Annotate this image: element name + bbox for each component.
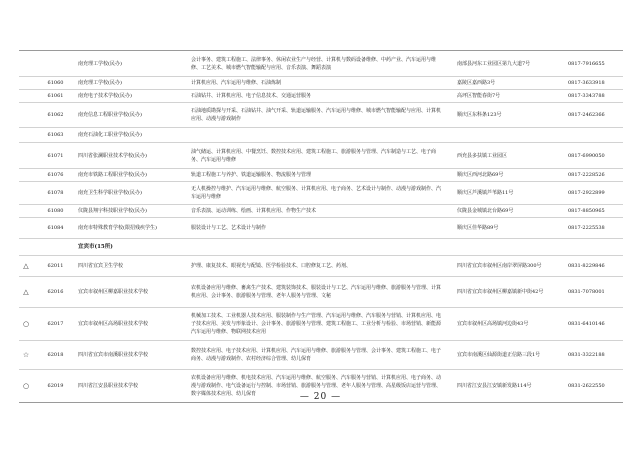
- city-heading: 宜宾市(15所): [78, 244, 113, 250]
- level-mark: ☆: [22, 351, 30, 359]
- table-row: [19, 205, 623, 218]
- school-name: 四川省宜宾卫生学校: [78, 263, 124, 269]
- school-code: 61063: [47, 132, 64, 138]
- table-row: [19, 143, 623, 169]
- level-mark: △: [23, 262, 29, 270]
- school-code: 62018: [47, 352, 64, 358]
- school-address: 顺庆区芦溪镇芦苇路11号: [457, 190, 514, 196]
- school-phone: 0817-2462366: [568, 112, 605, 118]
- school-phone: 0817-2228526: [568, 172, 605, 178]
- school-code: 62011: [47, 263, 64, 269]
- school-phone: 0817-6990050: [568, 152, 605, 159]
- school-phone: 0817-2922899: [568, 190, 605, 196]
- majors-list: 轨道工程施工与养护、铁道运输服务、物流服务与管理: [191, 172, 312, 178]
- majors-list: 音乐表演、运动训练、绘画、计算机应用、作物生产技术: [191, 208, 317, 214]
- majors-list: 无人机操控与维护、汽车运用与维修、航空服务、计算机应用、电子商务、艺术设计与制作、动漫与游戏制作、汽车运用与维修: [191, 186, 442, 200]
- school-phone: 0817-3343788: [568, 93, 605, 99]
- majors-list: 护理、康复技术、眼视光与配镜、医学检验技术、口腔修复工艺、药剂、: [191, 263, 352, 269]
- school-address: 四川省江安县江安镇新发路114号: [457, 383, 532, 389]
- school-code: 61060: [47, 80, 64, 86]
- school-name: 四川省江安县职业技术学校: [78, 383, 139, 389]
- city-heading-row: [19, 239, 623, 256]
- majors-list: 会计事务、建筑工程施工、法律事务、休闲农业生产与经营、计算机与数码设备维修、中药产业、汽车运用与维修、工艺美术、城市燃气智能输配与应用、音乐表演、舞蹈表演: [191, 56, 437, 71]
- school-phone: 0817-3633918: [568, 80, 605, 86]
- school-name: 南充信息工程职业学校(民办): [78, 112, 142, 118]
- school-phone: 0831-3322188: [568, 352, 605, 358]
- school-phone: 0817-2225538: [568, 225, 605, 231]
- school-code: 61080: [47, 208, 64, 214]
- school-address: 宜宾市叙州区高场镇河边街43号: [457, 321, 529, 327]
- school-phone: 0817-8850965: [568, 208, 605, 214]
- school-code: 61061: [47, 93, 64, 99]
- school-address: 宜宾市南溪区仙源街道正信路三段1号: [457, 352, 541, 358]
- school-name: 南充理工学校(民办): [78, 60, 122, 67]
- table-row: [19, 182, 623, 205]
- school-code: 61084: [47, 225, 64, 231]
- school-code: 62016: [47, 289, 64, 295]
- school-address: 顺庆区佳华路89号: [457, 225, 499, 231]
- school-name: 南充市特殊教育学校(限招残疾学生): [78, 225, 157, 231]
- school-name: 宜宾市叙州区高场职业技术学校: [78, 321, 149, 327]
- table-row: [19, 128, 623, 143]
- table-row: [19, 341, 623, 370]
- school-address: 高坪区智能春街7号: [457, 93, 501, 99]
- school-phone: 0817-7916655: [568, 60, 605, 67]
- majors-list: 数控技术应用、电子技术应用、计算机应用、汽车运用与维修、旅游服务与管理、会计事务、建筑工程施工、电子商务、动漫与游戏制作、农村经济综合管理、幼儿保育: [191, 348, 442, 362]
- school-address: 仪陇县金城镇北台路69号: [457, 208, 514, 214]
- school-name: 仪陇县翔宇科技职业学校(民办): [78, 208, 147, 214]
- school-name: 南充卫生科学职业学校(民办): [78, 190, 142, 196]
- school-code: 62019: [47, 383, 64, 389]
- school-code: 61062: [47, 112, 64, 118]
- table-row: [19, 103, 623, 128]
- majors-list: 机械加工技术、工业机器人技术应用、服装制作与生产管理、汽车运用与维修、汽车服务与营销、计算机应用、电子技术应用、美发与形象设计、会计事务、旅游服务与管理、建筑工程施工、工业分析与检验、市场营销、新能源汽车运用与维修、物联网技术应用: [191, 313, 442, 335]
- school-phone: 0831-2622550: [568, 383, 605, 389]
- page-number: — 20 —: [299, 392, 342, 402]
- majors-list: 石油钻井、计算机应用、电子信息技术、交通运营服务: [191, 93, 312, 99]
- table-row: [19, 169, 623, 182]
- school-phone: 0831-7078001: [568, 289, 605, 295]
- majors-list: 农机设备应用与维修、机电技术应用、汽车运用与维修、航空服务、汽车服务与营销、计算机应用、电子商务、动漫与游戏制作、电气设备运行与控制、市场营销、旅游服务与管理、老年人服务与管理、高星级饭店运营与管理、数字媒体技术应用、幼儿保育: [191, 375, 442, 397]
- school-address: 嘉陵区嘉西路3号: [457, 80, 496, 86]
- school-table: [19, 50, 623, 403]
- school-phone: 0831-6410146: [568, 321, 605, 327]
- school-name: 宜宾市叙州区柳嘉职业技术学校: [78, 289, 149, 295]
- school-name: 南充理工学校(民办): [78, 80, 122, 86]
- level-mark: ○: [22, 382, 30, 390]
- majors-list: 农机设备应用与维修、畜禽生产技术、建筑装饰技术、服装设计与工艺、汽车运用与维修、旅游服务与管理、计算机应用、会计事务、旅游服务与管理、老年人服务与管理、文秘: [191, 285, 442, 299]
- school-address: 南部县河东工业园区第九大道7号: [457, 60, 531, 67]
- school-address: 顺庆区西河北路69号: [457, 172, 504, 178]
- level-mark: ○: [22, 320, 30, 328]
- majors-list: 计算机应用、汽车运用与维修、石油炼制: [191, 80, 282, 86]
- school-code: 61076: [47, 172, 64, 178]
- school-address: 四川省宜宾市叙州区柳嘉镇新中街42号: [457, 289, 544, 295]
- table-row: [19, 77, 623, 90]
- table-row: [19, 51, 623, 77]
- school-name: 四川省张澜职业技术学校(民办): [78, 152, 147, 159]
- majors-list: 油气储运、计算机应用、中餐烹饪、数控技术应用、建筑工程施工、旅游服务与管理、汽车制造与工艺、电子商务、汽车运用与维修: [191, 148, 437, 163]
- table-row: [19, 218, 623, 239]
- school-name: 南充电子技术学校(民办): [78, 93, 132, 99]
- majors-list: 服装设计与工艺、艺术设计与制作: [191, 225, 267, 231]
- school-code: 61071: [47, 152, 64, 159]
- level-mark: △: [23, 288, 29, 296]
- table-row: [19, 308, 623, 341]
- table-row: [19, 90, 623, 103]
- school-code: 61078: [47, 190, 64, 196]
- school-address: 顺庆区东科条123号: [457, 112, 502, 118]
- school-address: 西充县多扶镇工业园区: [457, 152, 508, 159]
- school-address: 四川省宜宾市叙州区南岸翠屏路300号: [457, 263, 542, 269]
- table-row: [19, 277, 623, 308]
- table-row: [19, 256, 623, 277]
- school-code: 62017: [47, 321, 64, 327]
- majors-list: 石油地质勘探与开采、石油钻井、油气开采、轨道运输服务、汽车运用与维修、城市燃气智能输配与应用、计算机应用、动漫与游戏制作: [191, 108, 442, 122]
- school-name: 四川省宜宾市南溪职业技术学校: [78, 352, 149, 358]
- school-name: 南充市铁路工程职业学校(民办): [78, 172, 147, 178]
- school-phone: 0831-8229846: [568, 263, 605, 269]
- school-name: 南充石油化工职业学校(民办): [78, 132, 142, 138]
